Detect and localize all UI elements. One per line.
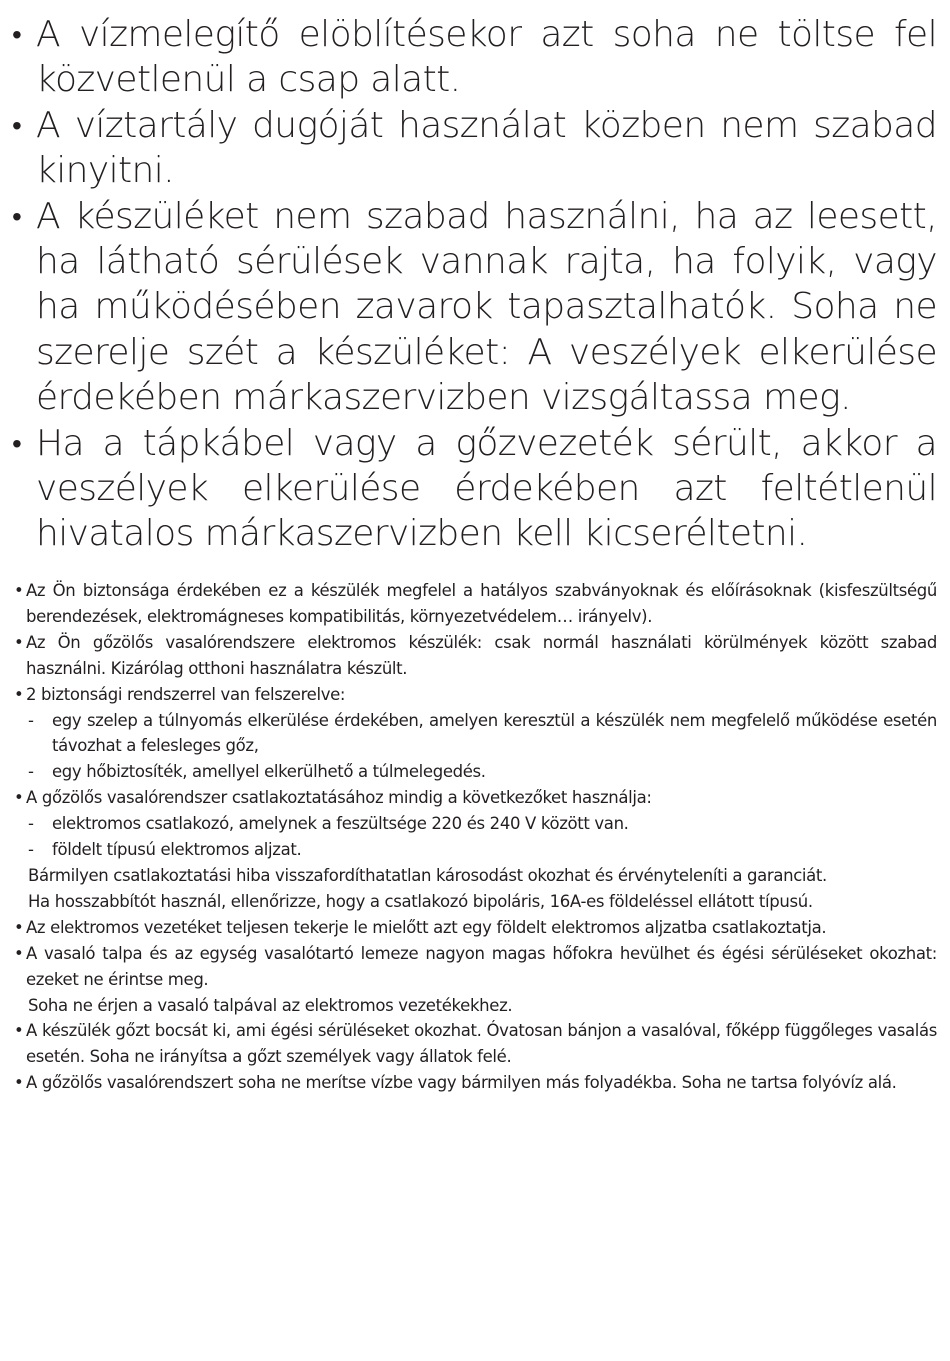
safety-subtext: földelt típusú elektromos aljzat. — [52, 840, 302, 860]
safety-text: Az elektromos vezetéket teljesen tekerje le mielőtt azt egy földelt elektromos aljzatba csatlakoztatja. — [26, 917, 827, 937]
large-warning-list — [12, 12, 937, 557]
bullet: • — [14, 943, 24, 963]
dash: - — [28, 710, 34, 730]
safety-item — [14, 1018, 937, 1070]
warning-text: A vízmelegítő elöblítésekor azt soha ne töltse fel közvetlenül a csap alatt. — [36, 14, 937, 101]
safety-note: Bármilyen csatlakoztatási hiba visszafordíthatatlan károsodást okozhat és érvényteleníti a garanciát. — [28, 865, 827, 885]
warning-item — [12, 12, 937, 103]
safety-subitem — [26, 708, 937, 760]
bullet: • — [14, 788, 24, 808]
safety-text: Az Ön biztonsága érdekében ez a készülék megfelel a hatályos szabványoknak és előírásoknak (kisfeszültségű berendezések, elektromágneses kompatibilitás, környezetvédelem… irányelv). — [26, 581, 937, 626]
safety-subtext: egy hőbiztosíték, amellyel elkerülhető a túlmelegedés. — [52, 762, 486, 782]
bullet: • — [14, 581, 24, 600]
warning-item — [12, 194, 937, 421]
bullet: • — [14, 684, 24, 704]
safety-item — [14, 1070, 937, 1096]
safety-text: Az Ön gőzölős vasalórendszere elektromos készülék: csak normál használati körülmények között szabad használni. Kizárólag otthoni használatra készült. — [26, 632, 937, 678]
safety-text: A vasaló talpa és az egység vasalótartó lemeze nagyon magas hőfokra hevülhet és égési sérüléseket okozhat: ezeket ne érintse meg. — [26, 943, 937, 989]
safety-text: A készülék gőzt bocsát ki, ami égési sérüléseket okozhat. Óvatosan bánjon a vasalóval, főképp függőleges vasalás esetén. Soha ne irányítsa a gőzt személyek vagy állatok felé. — [26, 1021, 937, 1067]
safety-item — [14, 630, 937, 682]
warning-item — [12, 421, 937, 557]
safety-item — [14, 915, 937, 941]
warning-item — [12, 103, 937, 194]
safety-sublist — [26, 708, 937, 786]
safety-item — [14, 941, 937, 1019]
safety-sublist — [26, 811, 937, 863]
safety-instructions-list — [14, 578, 937, 1096]
dash: - — [28, 762, 34, 782]
safety-subitem — [26, 759, 937, 785]
safety-note: Soha ne érjen a vasaló talpával az elektromos vezetékekhez. — [28, 995, 513, 1015]
dash: - — [28, 840, 34, 860]
bullet: • — [12, 199, 22, 233]
bullet: • — [14, 632, 24, 652]
safety-subtext: egy szelep a túlnyomás elkerülése érdekében, amelyen keresztül a készülék nem megfelelő működése esetén távozhat a felesleges gőz, — [52, 710, 937, 756]
safety-subitem — [26, 837, 937, 863]
warning-text: Ha a tápkábel vagy a gőzvezeték sérült, akkor a veszélyek elkerülése érdekében azt feltétlenül hivatalos márkaszervizben kell kicseréltetni. — [36, 422, 937, 555]
safety-subitem — [26, 811, 937, 837]
safety-subtext: elektromos csatlakozó, amelynek a feszültsége 220 és 240 V között van. — [52, 814, 629, 834]
safety-text: A gőzölős vasalórendszert soha ne merítse vízbe vagy bármilyen más folyadékba. Soha ne tartsa folyóvíz alá. — [26, 1073, 897, 1093]
safety-text: 2 biztonsági rendszerrel van felszerelve: — [26, 684, 346, 704]
safety-text: A gőzölős vasalórendszer csatlakoztatásához mindig a következőket használja: — [26, 788, 652, 808]
bullet: • — [14, 1073, 24, 1093]
bullet: • — [12, 18, 22, 51]
safety-item — [14, 578, 937, 630]
safety-item — [14, 785, 937, 915]
bullet: • — [14, 1021, 24, 1041]
dash: - — [28, 814, 34, 834]
bullet: • — [12, 426, 22, 460]
safety-item — [14, 682, 937, 786]
bullet: • — [14, 917, 24, 937]
warning-text: A készüléket nem szabad használni, ha az leesett, ha látható sérülések vannak rajta, ha folyik, vagy ha működésében zavarok tapasztalhatók. Soha ne szerelje szét a készüléket: A veszélyek elkerülése érdekében márkaszervizben vizsgáltassa meg. — [36, 195, 937, 419]
safety-note: Ha hosszabbítót használ, ellenőrizze, hogy a csatlakozó bipoláris, 16A-es földeléssel ellátott típusú. — [28, 891, 813, 911]
warning-text: A víztartály dugóját használat közben nem szabad kinyitni. — [36, 104, 937, 192]
bullet: • — [12, 108, 22, 142]
